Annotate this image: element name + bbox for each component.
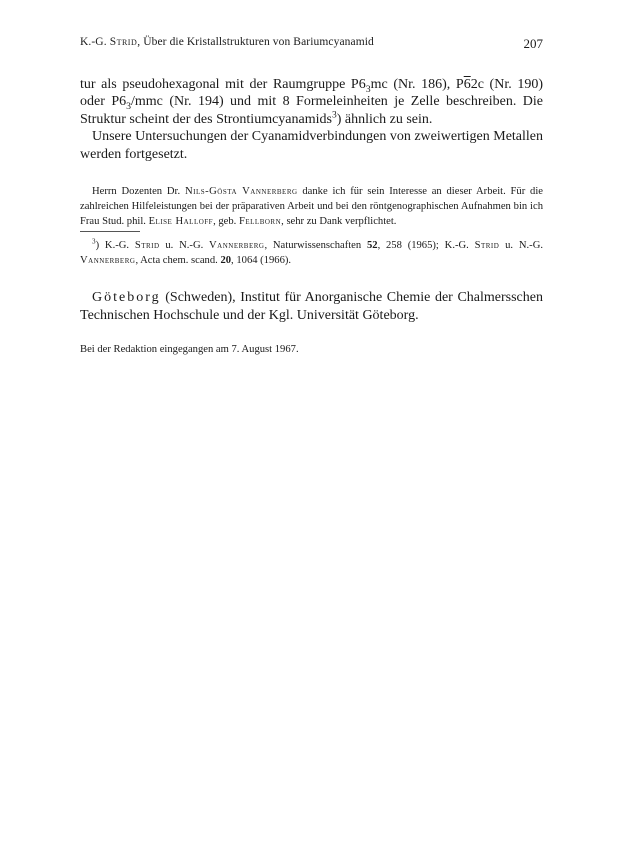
text-run: ) K.-G. <box>95 240 135 252</box>
header-author-surname: Strid <box>109 36 138 48</box>
received-date: Bei der Redaktion eingegangen am 7. August 1967. <box>80 344 299 356</box>
text-run: Herrn Dozenten Dr. <box>92 186 185 198</box>
text-run: ) ähnlich zu sein. <box>336 111 433 127</box>
footnote-marker: 3 <box>92 237 96 246</box>
person-name: Nils-Gösta Vannerberg <box>184 186 298 198</box>
text-run: , sehr zu Dank verpflichtet. <box>281 216 397 228</box>
text-run: , 258 (1965); K.-G. <box>377 240 475 252</box>
footnote-reference: 3 <box>331 110 337 121</box>
running-title <box>80 36 374 48</box>
text-run: mc (Nr. 186), P <box>370 77 464 92</box>
author-name: Vannerberg <box>209 240 265 252</box>
page-number: 207 <box>523 36 543 51</box>
header-author-initials: K.-G. <box>80 36 107 48</box>
person-name: Fellborn <box>238 216 282 228</box>
subscript: 3 <box>126 101 132 113</box>
paragraph-space-group <box>80 76 543 128</box>
text-run: u. N.-G. <box>499 240 543 252</box>
paper-page <box>80 36 543 357</box>
body-text <box>80 76 543 163</box>
author-name: Strid <box>474 240 500 252</box>
running-header <box>80 36 543 54</box>
footnote-rule <box>80 231 140 232</box>
text-run: , 1064 (1966). <box>231 255 292 267</box>
footnote-3 <box>80 238 543 268</box>
affiliation <box>80 289 543 325</box>
affiliation-institute: (Schweden), Institut für Anorganische Chemie der Chalmersschen Technischen Hochschule und der Kgl. Universität Göteborg. <box>80 290 543 324</box>
person-name: Elise Halloff <box>148 216 214 228</box>
text-run: 2c (Nr. 190) oder P6 <box>80 77 543 110</box>
subscript: 3 <box>365 83 371 95</box>
header-article-title: , Über die Kristallstrukturen von Bariumcyanamid <box>137 36 374 48</box>
text-run: , Acta chem. scand. <box>135 255 221 267</box>
text-run: /mmc (Nr. 194) und mit 8 Formeleinheiten je Zelle beschreiben. Die Struktur scheint der des Strontiumcyanamids <box>80 94 543 127</box>
text-run: tur als pseudohexagonal mit der Raumgruppe P6 <box>80 77 366 92</box>
text-run: , Naturwissenschaften <box>264 240 367 252</box>
volume-number: 20 <box>220 255 232 267</box>
paragraph-outlook: Unsere Untersuchungen der Cyanamidverbindungen von zweiwertigen Metallen werden fortgesetzt. <box>80 129 543 162</box>
acknowledgement <box>80 184 543 229</box>
author-name: Strid <box>134 240 160 252</box>
text-run: danke ich für sein Interesse an dieser Arbeit. Für die zahlreichen Hilfeleistungen bei der präparativen Arbeit und bei den röntgenographischen Aufnahmen bin ich Frau Stud. phil. <box>80 186 544 228</box>
overlined-digit: 6 <box>463 77 471 92</box>
affiliation-city: Göteborg <box>92 290 161 306</box>
text-run: , geb. <box>213 216 239 228</box>
text-run: u. N.-G. <box>159 240 210 252</box>
volume-number: 52 <box>366 240 378 252</box>
author-name: Vannerberg <box>80 255 136 267</box>
